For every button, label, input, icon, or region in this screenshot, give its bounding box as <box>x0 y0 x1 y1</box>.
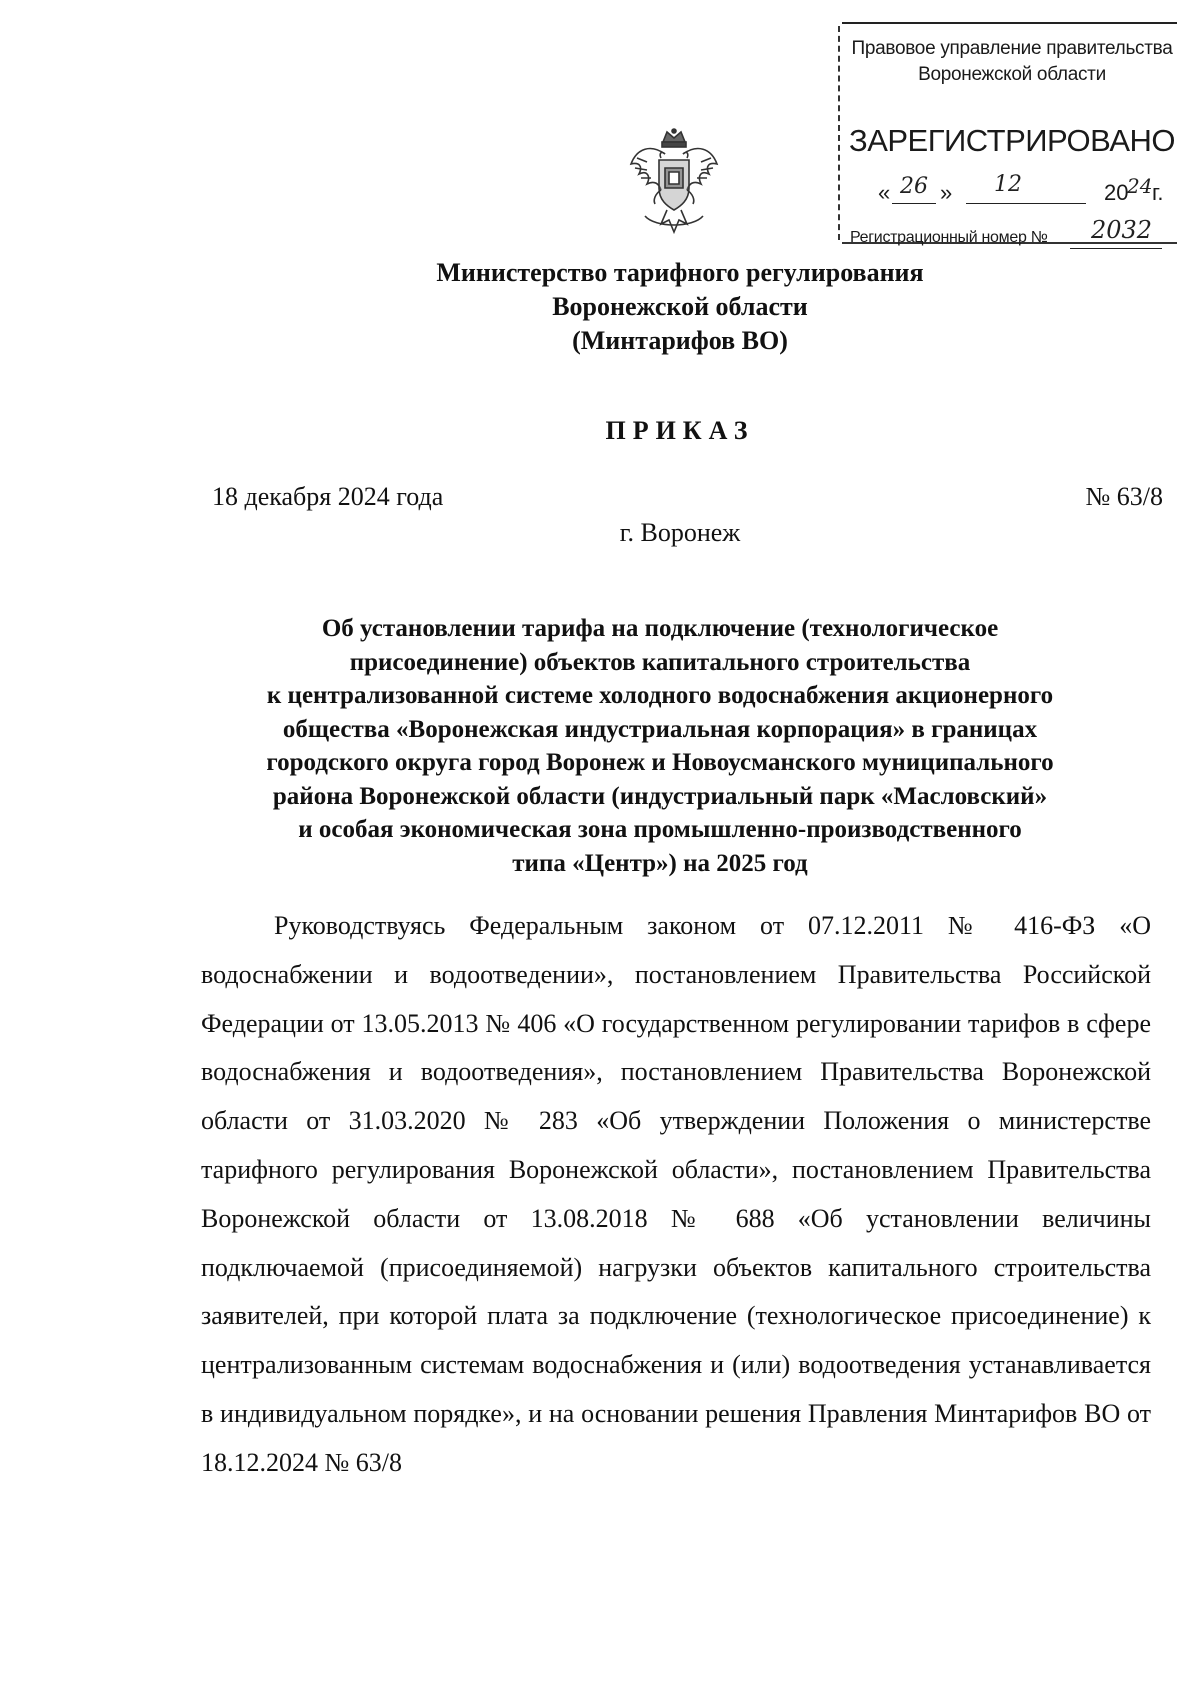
document-body-paragraph: Руководствуясь Федеральным законом от 07.12.2011 № 416-ФЗ «О водоснабжении и водоотведении», постановлением Правительства Российской Федерации от 13.05.2013 № 406 «О государственном регулировании тарифов в сфере водоснабжения и водоотведения», постановлением Правительства Воронежской области от 31.03.2020 № 283 «Об утверждении Положения о министерстве тарифного регулирования Воронежской области», постановлением Правительства Воронежской области от 13.08.2018 № 688 «Об установлении величины подключаемой (присоединяемой) нагрузки объектов капитального строительства заявителей, при которой плата за подключение (технологическое присоединение) к централизованным системам водоснабжения и (или) водоотведения устанавливается в индивидуальном порядке», и на основании решения Правления Минтарифов ВО от 18.12.2024 № 63/8 <box>201 911 1151 1477</box>
stamp-reg-underline <box>1070 248 1162 249</box>
document-date: 18 декабря 2024 года <box>212 482 444 511</box>
stamp-month-underline <box>966 203 1086 204</box>
stamp-org-line1: Правовое управление правительства <box>851 38 1173 59</box>
stamp-status: ЗАРЕГИСТРИРОВАНО <box>848 123 1175 158</box>
subject-line: к централизованной системе холодного водоснабжения акционерного <box>266 682 1054 709</box>
document-city: г. Воронеж <box>619 518 741 547</box>
subject-line: городского округа город Воронеж и Новоусманского муниципального <box>266 749 1054 776</box>
subject-line: района Воронежской области (индустриальный парк «Масловский» <box>272 782 1048 810</box>
stamp-date-day: 26 <box>900 174 928 199</box>
stamp-date-open-quote: « <box>878 180 891 205</box>
stamp-day-underline <box>892 203 936 204</box>
subject-line: типа «Центр») на 2025 год <box>512 849 808 877</box>
stamp-org-line2: Воронежской области <box>918 64 1106 85</box>
document-type: ПРИКАЗ <box>605 416 755 445</box>
stamp-reg-label: Регистрационный номер № <box>850 229 1048 246</box>
org-title-line1: Министерство тарифного регулирования <box>436 258 924 287</box>
document-subject <box>200 612 1120 880</box>
stamp-registration <box>850 229 1048 247</box>
registration-stamp <box>838 22 1183 244</box>
subject-line: общества «Воронежская индустриальная корпорация» в границах <box>282 715 1038 743</box>
stamp-top-border <box>842 22 1177 24</box>
org-title-line2: Воронежской области <box>552 292 808 321</box>
coat-of-arms-icon <box>625 128 723 238</box>
stamp-date-month: 12 <box>994 172 1022 197</box>
subject-line: и особая экономическая зона промышленно-производственного <box>298 816 1022 843</box>
stamp-date <box>878 172 1178 210</box>
org-title-line3: (Минтарифов ВО) <box>572 326 788 355</box>
stamp-date-year-unit: г. <box>1152 180 1164 205</box>
stamp-date-close-quote: » <box>940 180 953 205</box>
stamp-date-year-suffix: 24 <box>1127 174 1153 198</box>
stamp-left-border <box>838 26 840 240</box>
document-number: № 63/8 <box>1085 482 1163 511</box>
subject-line: Об установлении тарифа на подключение (технологическое <box>321 615 999 642</box>
organization-title <box>150 256 1200 358</box>
subject-line: присоединение) объектов капитального строительства <box>349 648 971 676</box>
stamp-reg-number: 2032 <box>1091 216 1153 244</box>
stamp-organization <box>846 36 1178 88</box>
stamp-date-year-prefix: 20 <box>1104 180 1129 205</box>
